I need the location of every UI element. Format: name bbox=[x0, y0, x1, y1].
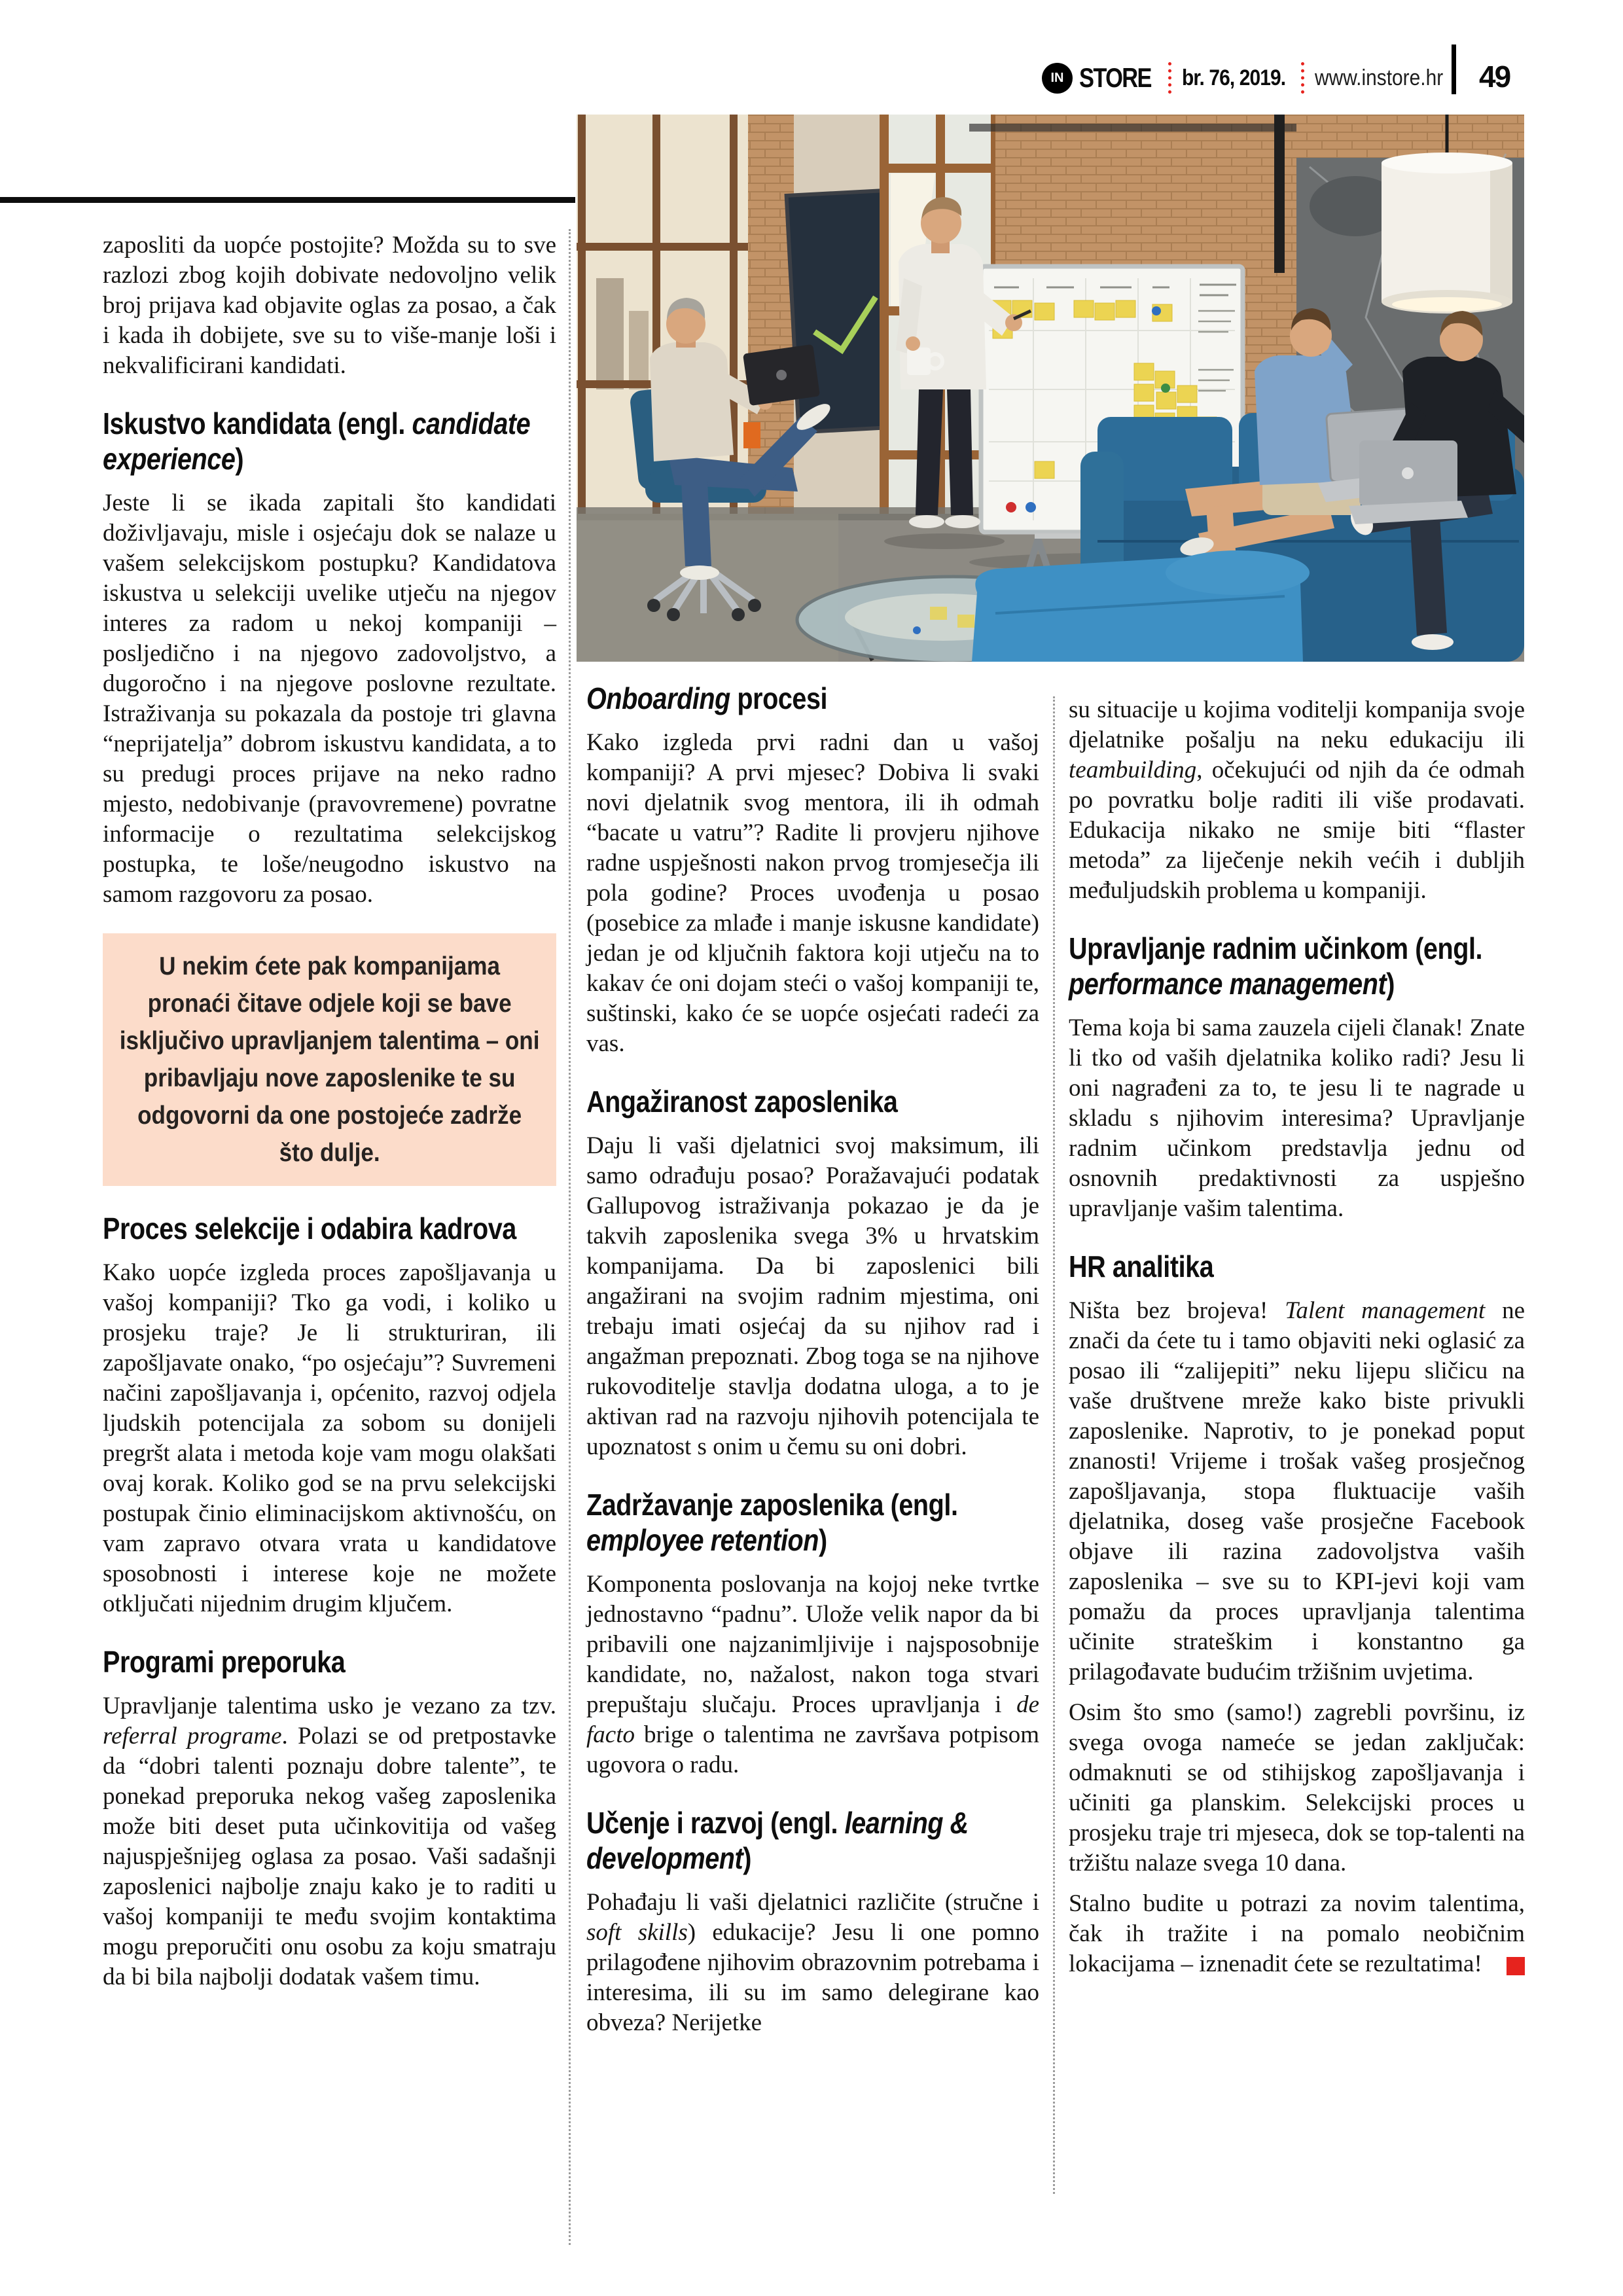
section-heading-retention: Zadržavanje zaposlenika (engl. employee retention) bbox=[586, 1488, 958, 1557]
page-number: 49 bbox=[1479, 60, 1510, 94]
website-url: www.instore.hr bbox=[1314, 65, 1443, 90]
article-photo bbox=[577, 115, 1524, 662]
pull-quote-text: U nekim ćete pak kompanijama pronaći čitave odjele koji se bave isključivo upravljanjem talentima – oni pribavljaju nove zaposlenike te su odgovorni da one postojeće zadrže što dulje. bbox=[119, 952, 540, 1167]
red-dotted-separator bbox=[1301, 62, 1304, 94]
body-paragraph: Komponenta poslovanja na kojoj neke tvrtke jednostavno “padnu”. Ulože velik napor da bi pribavili one najzanimljivije i najsposobnije kandidate, no, nažalost, nakon toga stvari prepuštaju slučaju. Proces upravljanja i de facto brige o talentima ne završava potpisom ugovora o radu. bbox=[586, 1571, 1039, 1778]
instore-logo-icon: IN bbox=[1042, 63, 1073, 94]
page-header bbox=[1042, 56, 1461, 99]
closing-paragraph-text: Stalno budite u potrazi za novim talentima, čak ih tražite i na pomalo neobičnim lokacijama – iznenadit ćete se rezultatima! bbox=[1069, 1890, 1525, 1977]
body-paragraph: Daju li vaši djelatnici svoj maksimum, ili samo odrađuju posao? Poražavajući podatak Gallupovog istraživanja pokazao je da je takvih zaposlenika svega 3% u hrvatskim kompanijama. Da bi zaposlenici bili angažirani na svojim radnim mjestima, oni trebaju imati osjećaj da su njihov rad i angažman prepoznati. Zbog toga se na njihove rukovoditelje stavlja dodatna uloga, a to je aktivan rad na razvoju njihovih potencijala te upoznatost s onim u čemu su oni dobri. bbox=[586, 1132, 1039, 1460]
body-paragraph: Ništa bez brojeva! Talent management ne znači da ćete tu i tamo objaviti neki oglasić za posao ili “zalijepiti” neku lijepu sličicu na vaše društvene mreže kako biste privukli zaposlenike. Naprotiv, to je ponekad poput znanosti! Vrijeme i trošak vašeg prosječnog zapošljavanja, stopa fluktuacije vaših djelatnika, doseg vaše prosječne Facebook objave ili razina zadovoljstva vaših zaposlenika – sve su to KPI-jevi koji vam pomažu da proces upravljanja talentima učinite strateškim i konstantno ga prilagođavate budućim tržišnim uvjetima. bbox=[1069, 1297, 1525, 1685]
section-heading-referral-programs: Programi preporuka bbox=[103, 1645, 346, 1679]
section-heading-candidate-experience: Iskustvo kandidata (engl. candidate experience) bbox=[103, 406, 531, 476]
section-heading-learning-development: Učenje i razvoj (engl. learning & development) bbox=[586, 1806, 969, 1875]
section-heading-engagement: Angažiranost zaposlenika bbox=[586, 1085, 898, 1119]
section-heading-selection-process: Proces selekcije i odabira kadrova bbox=[103, 1211, 516, 1246]
pull-quote-box bbox=[103, 933, 556, 1186]
body-paragraph: Kako izgleda prvi radni dan u vašoj kompaniji? A prvi mjesec? Dobiva li svaki novi djelatnik svog mentora, ili ih odmah “bacate u vatru”? Radite li provjeru njihove radne uspješnosti nakon prvog tromjesečja ili pola godine? Proces uvođenja u posao (posebice za mlađe i manje iskusne kandidate) jedan je od ključnih faktora koji utječu na to kakav će oni dojam steći o vašoj kompaniji te, suštinski, kako će se uopće osjećati radeći za vas. bbox=[586, 729, 1039, 1057]
body-paragraph: Upravljanje talentima usko je vezano za tzv. referral programe. Polazi se od pretpostavke da “dobri talenti poznaju dobre talente”, te ponekad preporuka nekog vašeg zaposlenika može biti deset puta učinkovitija od vašeg najuspješnijeg oglasa za posao. Vaši sadašnji zaposlenici najbolje znaju kako je to raditi u vašoj kompaniji te među svojim kontaktima mogu preporučiti onu osobu za koju smatraju da bi bila najbolji dodatak vašem timu. bbox=[103, 1693, 556, 1990]
magazine-title: STORE bbox=[1079, 62, 1151, 93]
section-heading-performance-management: Upravljanje radnim učinkom (engl. performance management) bbox=[1069, 931, 1483, 1001]
column-middle bbox=[586, 681, 1039, 2038]
column-separator bbox=[569, 229, 571, 2245]
column-left bbox=[103, 230, 556, 1992]
issue-number: br. 76, 2019. bbox=[1181, 65, 1286, 90]
column-right bbox=[1069, 695, 1525, 1979]
office-meeting-illustration bbox=[577, 115, 1524, 662]
body-paragraph: Osim što smo (samo!) zagrebli površinu, iz svega ovoga nameće se jedan zaključak: odmaknuti se od stihijskog zapošljavanja i učiniti ga planskim. Selekcijski proces u prosjeku traje tri mjeseca, dok se top-talenti na tržištu nalaze svega 10 dana. bbox=[1069, 1699, 1525, 1876]
body-paragraph: Pohađaju li vaši djelatnici različite (stručne i soft skills) edukacije? Jesu li one pomno prilagođene njihovim obrazovnim potrebama i interesima, ili su im samo delegirane kao obveza? Nerijetke bbox=[586, 1889, 1039, 2036]
body-paragraph: su situacije u kojima voditelji kompanija svoje djelatnike pošalju na neku edukaciju ili teambuilding, očekujući od njih da će odmah po povratku bolje raditi ili više prodavati. Edukacija nikako ne smije biti “flaster metoda” za liječenje nekih većih i dubljih međuljudskih problema u kompaniji. bbox=[1069, 696, 1525, 904]
closing-paragraph bbox=[1069, 1889, 1525, 1979]
section-heading-onboarding: Onboarding procesi bbox=[586, 681, 828, 715]
page-number-divider bbox=[1452, 45, 1456, 94]
body-paragraph: Jeste li se ikada zapitali što kandidati doživljavaju, misle i osjećaju dok se nalaze u vašem selekcijskom postupku? Kandidatova iskustva u selekciji uvelike utječu na njegov interes za radom u nekoj kompaniji – posljedično i na njegovo zadovoljstvo, a dugoročno i na njegove poslovne rezultate. Istraživanja su pokazala da postoje tri glavna “neprijatelja” dobrom iskustvu kandidata, a to su predugi proces prijave na neko radno mjesto, nedobivanje (pravovremene) povratne informacije o rezultatima selekcijskog postupka, te loše/neugodno iskustvo na samom razgovoru za posao. bbox=[103, 490, 556, 908]
article-end-marker bbox=[1507, 1957, 1525, 1975]
column-separator bbox=[1053, 696, 1055, 2194]
red-dotted-separator bbox=[1168, 62, 1171, 94]
body-paragraph: Tema koja bi sama zauzela cijeli članak! Znate li tko od vaših djelatnika koliko radi? Jesu li oni nagrađeni za to, te jesu li te nagrade u skladu s njihovim interesima? Upravljanje radnim učinkom predstavlja jednu od osnovnih predaktivnosti za uspješno upravljanje vašim talentima. bbox=[1069, 1014, 1525, 1222]
body-paragraph: zaposliti da uopće postojite? Možda su to sve razlozi zbog kojih dobivate nedovoljno velik broj prijava kad objavite oglas za posao, a čak i kada ih dobijete, sve su to više-manje loši i nekvalificirani kandidati. bbox=[103, 232, 556, 379]
top-rule bbox=[0, 197, 575, 203]
body-paragraph: Kako uopće izgleda proces zapošljavanja u vašoj kompaniji? Tko ga vodi, i koliko u prosjeku traje? Je li strukturiran, ili zapošljavate onako, “po osjećaju”? Suvremeni načini zapošljavanja i, općenito, razvoj odjela ljudskih potencijala za sobom su donijeli pregršt alata i metoda koje vam mogu olakšati ovaj korak. Koliko god se na prvu selekcijski postupak činio eliminacijskom aktivnošću, on vam zapravo otvara vrata u kandidatove sposobnosti i interese koje ne možete otključati nijednim drugim ključem. bbox=[103, 1259, 556, 1617]
section-heading-hr-analytics: HR analitika bbox=[1069, 1249, 1214, 1283]
